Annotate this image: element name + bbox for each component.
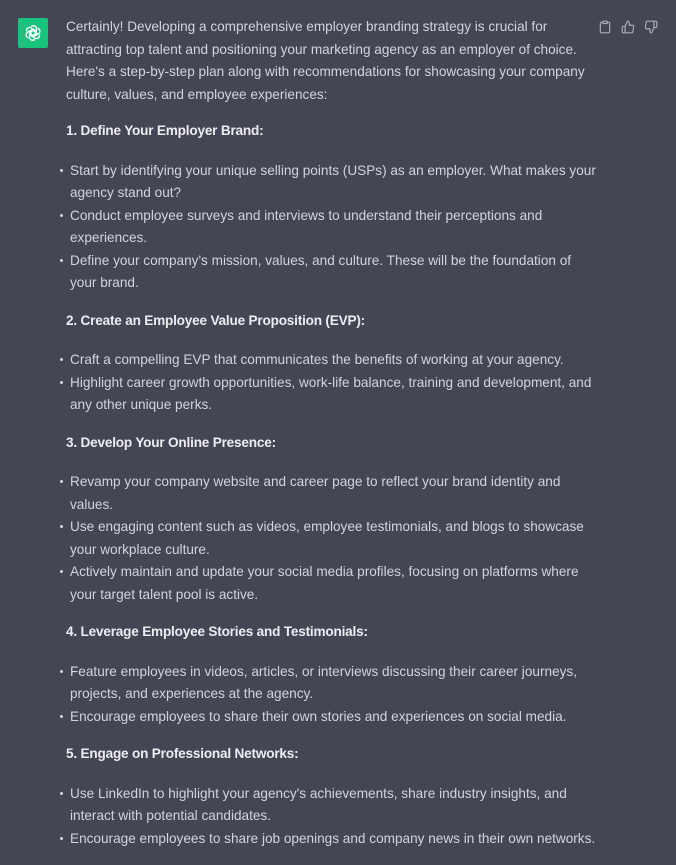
list-item: Encourage employees to share their own stories and experiences on social media. [66, 706, 596, 729]
thumbs-up-button[interactable] [619, 18, 636, 35]
list-item: Craft a compelling EVP that communicates the benefits of working at your agency. [66, 349, 596, 372]
clipboard-icon [598, 20, 612, 34]
section-heading: 5. Engage on Professional Networks: [66, 746, 299, 761]
bullet-list [66, 160, 596, 295]
bullet-list [66, 661, 596, 729]
bullet-list [66, 783, 596, 851]
section-heading: 2. Create an Employee Value Proposition (EVP): [66, 312, 366, 328]
section-5 [66, 743, 596, 850]
thumbs-down-button[interactable] [642, 18, 659, 35]
list-item: Highlight career growth opportunities, work-life balance, training and development, and any other unique perks. [66, 372, 596, 417]
list-item: Use LinkedIn to highlight your agency's achievements, share industry insights, and interact with potential candidates. [66, 783, 596, 828]
section-heading: 4. Leverage Employee Stories and Testimonials: [66, 624, 368, 639]
list-item: Feature employees in videos, articles, or interviews discussing their career journeys, projects, and experiences at the agency. [66, 661, 596, 706]
message-content [66, 16, 596, 865]
list-item: Start by identifying your unique selling points (USPs) as an employer. What makes your agency stand out? [66, 160, 596, 205]
bullet-list [66, 349, 596, 417]
list-item: Actively maintain and update your social media profiles, focusing on platforms where your target talent pool is active. [66, 561, 596, 606]
section-heading: 3. Develop Your Online Presence: [66, 434, 276, 450]
assistant-avatar [18, 18, 48, 48]
section-3 [66, 432, 596, 607]
thumbs-up-icon [621, 20, 635, 34]
thumbs-down-icon [644, 20, 658, 34]
section-1 [66, 120, 596, 295]
bullet-list [66, 471, 596, 606]
list-item: Revamp your company website and career page to reflect your brand identity and values. [66, 471, 596, 516]
openai-logo-icon [23, 23, 43, 43]
section-heading: 1. Define Your Employer Brand: [66, 123, 264, 138]
section-2 [66, 310, 596, 417]
list-item: Conduct employee surveys and interviews to understand their perceptions and experiences. [66, 205, 596, 250]
list-item: Use engaging content such as videos, employee testimonials, and blogs to showcase your workplace culture. [66, 516, 596, 561]
list-item: Define your company's mission, values, and culture. These will be the foundation of your brand. [66, 250, 596, 295]
section-4 [66, 621, 596, 728]
message-actions [596, 18, 659, 35]
list-item: Encourage employees to share job openings and company news in their own networks. [66, 828, 596, 851]
copy-button[interactable] [596, 18, 613, 35]
intro-paragraph: Certainly! Developing a comprehensive employer branding strategy is crucial for attracting top talent and positioning your marketing agency as an employer of choice. Here's a step-by-step plan along with recommendations for showcasing your company culture, values, and employee experiences: [66, 19, 585, 102]
